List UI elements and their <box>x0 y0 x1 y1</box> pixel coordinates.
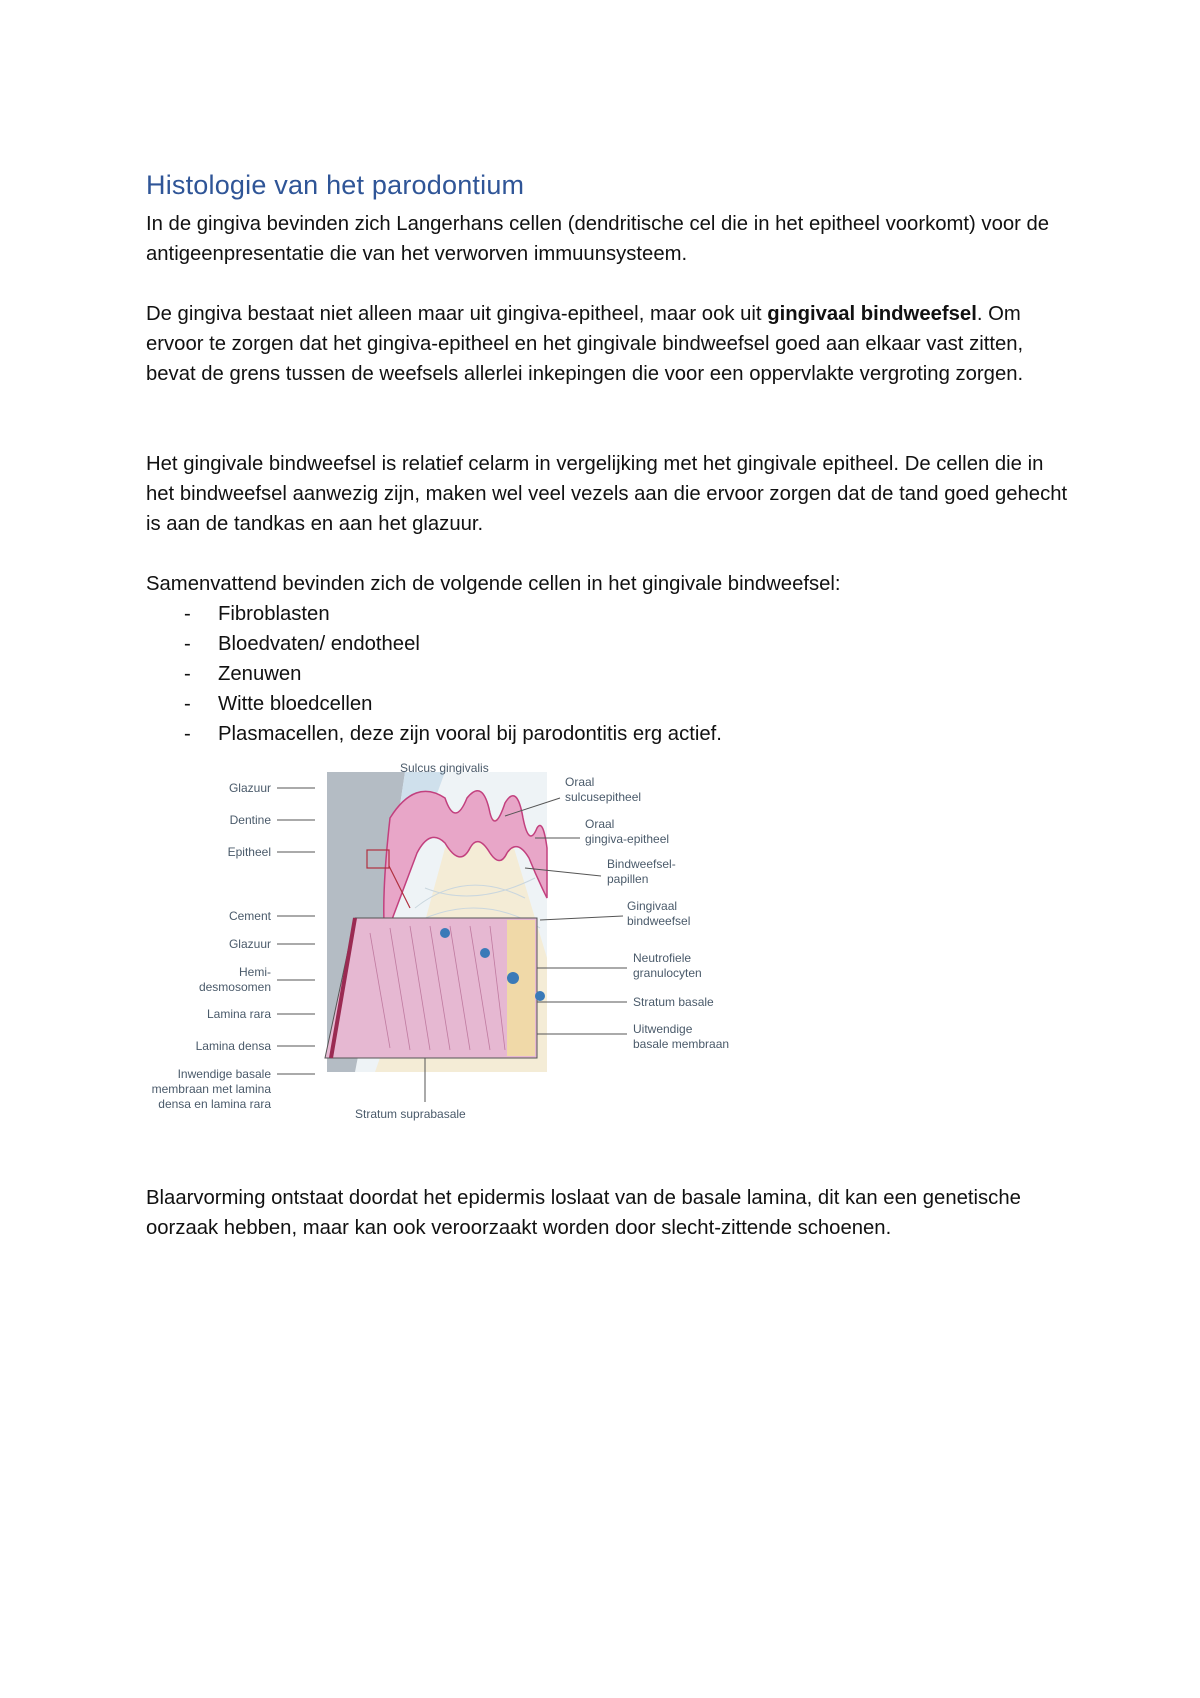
detail-box <box>325 918 537 1058</box>
figure-label: densa en lamina rara <box>158 1097 271 1111</box>
list-item <box>146 659 722 689</box>
list-item-text: Witte bloedcellen <box>218 693 373 715</box>
paragraph-text: De gingiva bestaat niet alleen maar uit gingiva-epitheel, maar ook uit <box>146 303 768 325</box>
list-marker: - <box>184 663 191 685</box>
right-labels <box>565 775 729 1051</box>
figure-label: granulocyten <box>633 966 702 980</box>
figure-label: basale membraan <box>633 1037 730 1051</box>
figure-label: bindweefsel <box>627 914 691 928</box>
histology-figure <box>145 758 765 1168</box>
figure-label: Glazuur <box>228 937 271 951</box>
list-item <box>146 599 722 629</box>
list-item-text: Zenuwen <box>218 663 302 685</box>
figure-label: Lamina rara <box>206 1007 271 1021</box>
figure-label: Inwendige basale <box>177 1067 271 1081</box>
figure-label: membraan met lamina <box>151 1082 271 1096</box>
list-item-text: Bloedvaten/ endotheel <box>218 633 420 655</box>
figure-label: Oraal <box>565 775 595 789</box>
figure-label: Epitheel <box>227 845 271 859</box>
neutrophil-cell <box>507 972 519 984</box>
figure-label: papillen <box>607 872 649 886</box>
paragraph-blaarvorming: Blaarvorming ontstaat doordat het epidermis loslaat van de basale lamina, dit kan een genetische oorzaak hebben, maar kan ook veroorzaakt worden door slecht-zittende schoenen. <box>146 1187 1021 1239</box>
figure-label: Uitwendige <box>633 1022 693 1036</box>
paragraph-text: . Om ervoor te zorgen dat het gingiva-epitheel en het gingivale bindweefsel goed aan elkaar vast zitten, bevat de grens tussen de weefsels allerlei inkepingen die voor een oppervlakte vergroting zorgen. <box>146 303 1024 385</box>
list-marker: - <box>184 693 191 715</box>
figure-label: Sulcus gingivalis <box>400 761 489 775</box>
paragraph-langerhans: In de gingiva bevinden zich Langerhans cellen (dendritische cel die in het epitheel voorkomt) voor de antigeenpresentatie die van het verworven immuunsysteem. <box>146 213 1050 265</box>
paragraph-summary: Samenvattend bevinden zich de volgende cellen in het gingivale bindweefsel: <box>146 573 841 595</box>
figure-label: Glazuur <box>228 781 271 795</box>
figure-label: Stratum basale <box>633 995 714 1009</box>
neutrophil-cell <box>440 928 450 938</box>
figure-label: Neutrofiele <box>633 951 692 965</box>
figure-label: Hemi- <box>239 965 271 979</box>
list-marker: - <box>184 633 191 655</box>
figure-label: desmosomen <box>198 980 271 994</box>
figure-label: gingiva-epitheel <box>585 832 670 846</box>
list-marker: - <box>184 723 191 745</box>
cell-list <box>146 599 722 749</box>
list-item <box>146 629 722 659</box>
stratum-basale-strip <box>507 920 535 1056</box>
neutrophil-cell <box>535 991 545 1001</box>
bold-term-gingivaal-bindweefsel: gingivaal bindweefsel <box>767 303 977 325</box>
figure-label: Bindweefsel- <box>607 857 676 871</box>
list-marker: - <box>184 603 191 625</box>
paragraph-gingiva-composition <box>146 299 1076 389</box>
figure-label: Stratum suprabasale <box>355 1107 466 1121</box>
left-labels <box>152 781 272 1111</box>
document-heading: Histologie van het parodontium <box>146 170 525 200</box>
list-item-text: Plasmacellen, deze zijn vooral bij parodontitis erg actief. <box>218 723 722 745</box>
figure-label: Gingivaal <box>627 899 678 913</box>
figure-label: Oraal <box>585 817 615 831</box>
list-item <box>146 689 722 719</box>
figure-label: sulcusepitheel <box>565 790 642 804</box>
left-leader-lines <box>277 788 315 1074</box>
figure-label: Lamina densa <box>195 1039 271 1053</box>
paragraph-bindweefsel: Het gingivale bindweefsel is relatief celarm in vergelijking met het gingivale epitheel. De cellen die in het bindweefsel aanwezig zijn, maken wel veel vezels aan die ervoor zorgen dat de tand goed gehecht is aan de tandkas en aan het glazuur. <box>146 453 1068 535</box>
list-item <box>146 719 722 749</box>
figure-label: Dentine <box>229 813 271 827</box>
neutrophil-cell <box>480 948 490 958</box>
list-item-text: Fibroblasten <box>218 603 330 625</box>
figure-label: Cement <box>228 909 271 923</box>
